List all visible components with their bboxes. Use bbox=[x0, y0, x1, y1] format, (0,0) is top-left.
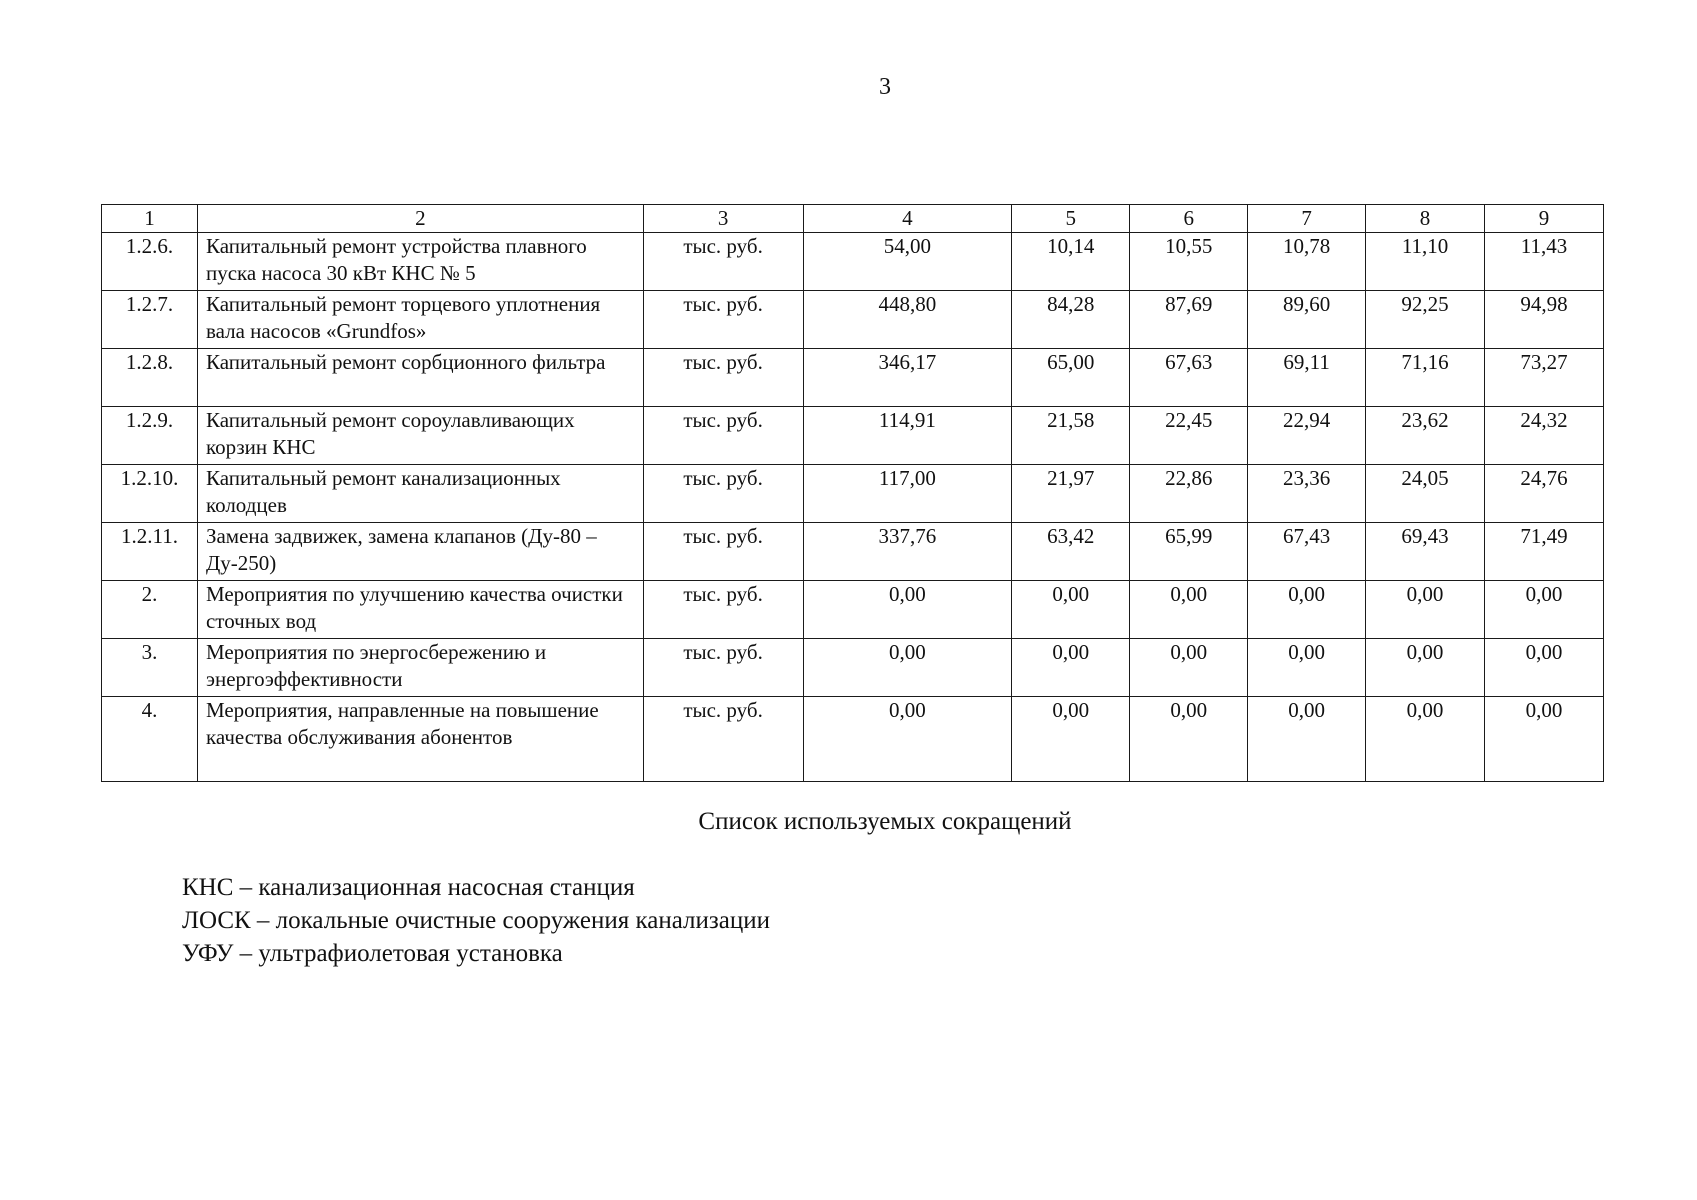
table-row bbox=[102, 407, 1604, 465]
header-cell: 5 bbox=[1012, 205, 1130, 233]
value-cell: 0,00 bbox=[1366, 581, 1485, 639]
abbreviation-item: КНС – канализационная насосная станция bbox=[182, 874, 635, 901]
header-cell: 6 bbox=[1130, 205, 1248, 233]
value-cell: 67,63 bbox=[1130, 349, 1248, 407]
value-cell: 0,00 bbox=[1485, 581, 1604, 639]
header-cell: 2 bbox=[197, 205, 643, 233]
value-cell: 69,43 bbox=[1366, 523, 1485, 581]
header-cell: 4 bbox=[803, 205, 1012, 233]
table-row bbox=[102, 291, 1604, 349]
value-cell: 67,43 bbox=[1248, 523, 1366, 581]
row-number: 2. bbox=[102, 581, 198, 639]
header-cell: 3 bbox=[643, 205, 803, 233]
value-cell: 346,17 bbox=[803, 349, 1012, 407]
unit-cell: тыс. руб. bbox=[643, 407, 803, 465]
table-row bbox=[102, 581, 1604, 639]
unit-cell: тыс. руб. bbox=[643, 465, 803, 523]
value-cell: 71,49 bbox=[1485, 523, 1604, 581]
measure-name: Замена задвижек, замена клапанов (Ду-80 – Ду-250) bbox=[197, 523, 643, 581]
abbreviation-item: ЛОСК – локальные очистные сооружения канализации bbox=[182, 907, 770, 934]
value-cell: 21,58 bbox=[1012, 407, 1130, 465]
value-cell: 92,25 bbox=[1366, 291, 1485, 349]
header-row bbox=[102, 205, 1604, 233]
value-cell: 24,32 bbox=[1485, 407, 1604, 465]
measure-name: Мероприятия, направленные на повышение качества обслуживания абонентов bbox=[197, 697, 643, 782]
measures-table bbox=[101, 204, 1604, 782]
table-row bbox=[102, 523, 1604, 581]
value-cell: 0,00 bbox=[1485, 697, 1604, 782]
header-cell: 8 bbox=[1366, 205, 1485, 233]
value-cell: 0,00 bbox=[1366, 639, 1485, 697]
value-cell: 0,00 bbox=[1012, 581, 1130, 639]
value-cell: 0,00 bbox=[1012, 697, 1130, 782]
value-cell: 94,98 bbox=[1485, 291, 1604, 349]
table-row bbox=[102, 697, 1604, 782]
measure-name: Капитальный ремонт сороулавливающих корзин КНС bbox=[197, 407, 643, 465]
value-cell: 0,00 bbox=[803, 639, 1012, 697]
value-cell: 54,00 bbox=[803, 233, 1012, 291]
value-cell: 22,45 bbox=[1130, 407, 1248, 465]
row-number: 1.2.7. bbox=[102, 291, 198, 349]
table-row bbox=[102, 233, 1604, 291]
value-cell: 24,76 bbox=[1485, 465, 1604, 523]
value-cell: 89,60 bbox=[1248, 291, 1366, 349]
abbreviations-title: Список используемых сокращений bbox=[698, 808, 1072, 835]
value-cell: 69,11 bbox=[1248, 349, 1366, 407]
measure-name: Мероприятия по энергосбережению и энергоэффективности bbox=[197, 639, 643, 697]
value-cell: 11,10 bbox=[1366, 233, 1485, 291]
row-number: 1.2.9. bbox=[102, 407, 198, 465]
row-number: 3. bbox=[102, 639, 198, 697]
header-cell: 7 bbox=[1248, 205, 1366, 233]
unit-cell: тыс. руб. bbox=[643, 291, 803, 349]
value-cell: 0,00 bbox=[1366, 697, 1485, 782]
header-cell: 1 bbox=[102, 205, 198, 233]
measure-name: Капитальный ремонт устройства плавного пуска насоса 30 кВт КНС № 5 bbox=[197, 233, 643, 291]
value-cell: 24,05 bbox=[1366, 465, 1485, 523]
value-cell: 10,55 bbox=[1130, 233, 1248, 291]
header-cell: 9 bbox=[1485, 205, 1604, 233]
unit-cell: тыс. руб. bbox=[643, 639, 803, 697]
value-cell: 87,69 bbox=[1130, 291, 1248, 349]
value-cell: 23,36 bbox=[1248, 465, 1366, 523]
value-cell: 10,14 bbox=[1012, 233, 1130, 291]
value-cell: 0,00 bbox=[1248, 639, 1366, 697]
value-cell: 0,00 bbox=[1248, 697, 1366, 782]
abbreviation-item: УФУ – ультрафиолетовая установка bbox=[182, 940, 563, 967]
unit-cell: тыс. руб. bbox=[643, 523, 803, 581]
row-number: 1.2.11. bbox=[102, 523, 198, 581]
value-cell: 65,99 bbox=[1130, 523, 1248, 581]
unit-cell: тыс. руб. bbox=[643, 581, 803, 639]
value-cell: 22,94 bbox=[1248, 407, 1366, 465]
value-cell: 71,16 bbox=[1366, 349, 1485, 407]
value-cell: 0,00 bbox=[1130, 697, 1248, 782]
unit-cell: тыс. руб. bbox=[643, 349, 803, 407]
measure-name: Мероприятия по улучшению качества очистки сточных вод bbox=[197, 581, 643, 639]
value-cell: 65,00 bbox=[1012, 349, 1130, 407]
value-cell: 0,00 bbox=[1130, 639, 1248, 697]
value-cell: 337,76 bbox=[803, 523, 1012, 581]
value-cell: 0,00 bbox=[1485, 639, 1604, 697]
row-number: 1.2.10. bbox=[102, 465, 198, 523]
value-cell: 0,00 bbox=[1130, 581, 1248, 639]
unit-cell: тыс. руб. bbox=[643, 233, 803, 291]
value-cell: 10,78 bbox=[1248, 233, 1366, 291]
value-cell: 21,97 bbox=[1012, 465, 1130, 523]
row-number: 1.2.6. bbox=[102, 233, 198, 291]
value-cell: 23,62 bbox=[1366, 407, 1485, 465]
unit-cell: тыс. руб. bbox=[643, 697, 803, 782]
row-number: 4. bbox=[102, 697, 198, 782]
measure-name: Капитальный ремонт торцевого уплотнения вала насосов «Grundfos» bbox=[197, 291, 643, 349]
table-row bbox=[102, 349, 1604, 407]
value-cell: 114,91 bbox=[803, 407, 1012, 465]
measure-name: Капитальный ремонт канализационных колодцев bbox=[197, 465, 643, 523]
abbreviations-list bbox=[182, 871, 770, 970]
table-row bbox=[102, 639, 1604, 697]
value-cell: 84,28 bbox=[1012, 291, 1130, 349]
value-cell: 0,00 bbox=[803, 581, 1012, 639]
page-number: 3 bbox=[879, 74, 891, 100]
row-number: 1.2.8. bbox=[102, 349, 198, 407]
value-cell: 448,80 bbox=[803, 291, 1012, 349]
value-cell: 73,27 bbox=[1485, 349, 1604, 407]
value-cell: 63,42 bbox=[1012, 523, 1130, 581]
value-cell: 0,00 bbox=[1248, 581, 1366, 639]
table-row bbox=[102, 465, 1604, 523]
value-cell: 117,00 bbox=[803, 465, 1012, 523]
value-cell: 0,00 bbox=[803, 697, 1012, 782]
value-cell: 0,00 bbox=[1012, 639, 1130, 697]
value-cell: 22,86 bbox=[1130, 465, 1248, 523]
value-cell: 11,43 bbox=[1485, 233, 1604, 291]
measure-name: Капитальный ремонт сорбционного фильтра bbox=[197, 349, 643, 407]
